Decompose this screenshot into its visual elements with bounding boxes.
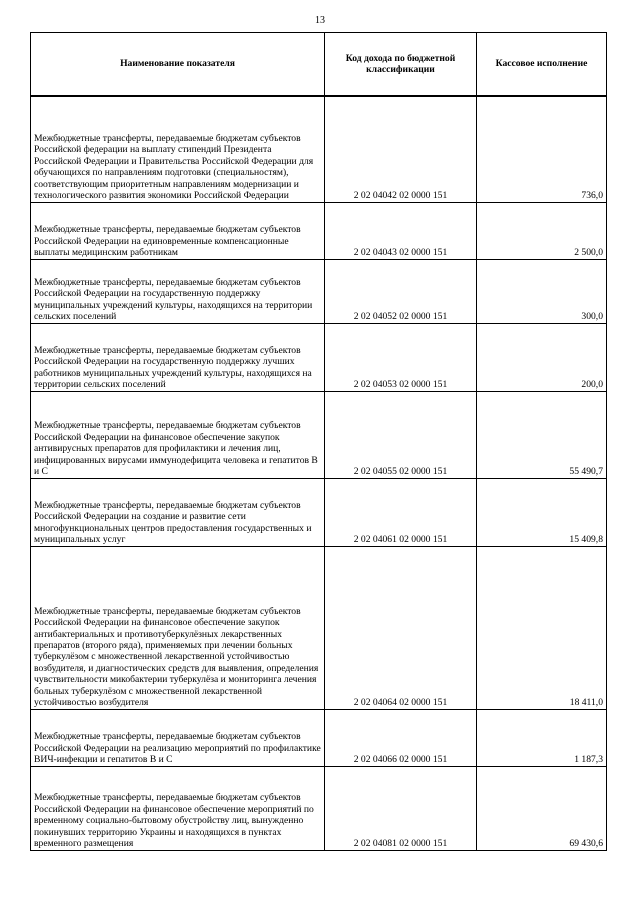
row-indicator-name: Межбюджетные трансферты, передаваемые бюджетам субъектов Российской федерации на выплату стипендий Президента Российской Федерации и Правительства Российской Федерации для обучающихся по направлениям подготовки (специальностям), соответствующим приоритетным направлениям модернизации и технологического развития экономики Российской Федерации xyxy=(31,96,325,202)
row-revenue-code: 2 02 04061 02 0000 151 xyxy=(325,478,477,546)
row-indicator-name: Межбюджетные трансферты, передаваемые бюджетам субъектов Российской Федерации на финансовое обеспечение закупок антибактериальных и противотуберкулёзных лекарственных препаратов (второго ряда), применяемых при лечении больных туберкулёзом с множественной лекарственной устойчивостью возбудителя, и диагностических средств для выявления, определения чувствительности микобактерии туберкулёза и мониторинга лечения больных туберкулёзом с множественной лекарственной устойчивостью возбудителя xyxy=(31,546,325,709)
row-revenue-code: 2 02 04055 02 0000 151 xyxy=(325,391,477,478)
table-row xyxy=(31,766,607,850)
header-cash-execution: Кассовое исполнение xyxy=(477,33,607,97)
table-row xyxy=(31,259,607,323)
table-header-row xyxy=(31,33,607,97)
row-revenue-code: 2 02 04042 02 0000 151 xyxy=(325,96,477,202)
row-revenue-code: 2 02 04043 02 0000 151 xyxy=(325,202,477,259)
row-cash-execution: 2 500,0 xyxy=(477,202,607,259)
row-indicator-name: Межбюджетные трансферты, передаваемые бюджетам субъектов Российской Федерации на государственную поддержку муниципальных учреждений культуры, находящихся на территории сельских поселений xyxy=(31,259,325,323)
page-number: 13 xyxy=(315,15,325,26)
row-cash-execution: 1 187,3 xyxy=(477,709,607,766)
row-cash-execution: 69 430,6 xyxy=(477,766,607,850)
budget-revenue-table xyxy=(30,32,607,851)
row-indicator-name: Межбюджетные трансферты, передаваемые бюджетам субъектов Российской Федерации на государственную поддержку лучших работников муниципальных учреждений культуры, находящихся на территории сельских поселений xyxy=(31,323,325,391)
row-indicator-name: Межбюджетные трансферты, передаваемые бюджетам субъектов Российской Федерации на единовременные компенсационные выплаты медицинским работникам xyxy=(31,202,325,259)
row-cash-execution: 736,0 xyxy=(477,96,607,202)
row-indicator-name: Межбюджетные трансферты, передаваемые бюджетам субъектов Российской Федерации на создание и развитие сети многофункциональных центров предоставления государственных и муниципальных услуг xyxy=(31,478,325,546)
row-revenue-code: 2 02 04081 02 0000 151 xyxy=(325,766,477,850)
row-revenue-code: 2 02 04066 02 0000 151 xyxy=(325,709,477,766)
table-row xyxy=(31,391,607,478)
table-row xyxy=(31,202,607,259)
row-indicator-name: Межбюджетные трансферты, передаваемые бюджетам субъектов Российской Федерации на финансовое обеспечение закупок антивирусных препаратов для профилактики и лечения лиц, инфицированных вирусами иммунодефицита человека и гепатитов В и С xyxy=(31,391,325,478)
row-indicator-name: Межбюджетные трансферты, передаваемые бюджетам субъектов Российской Федерации на реализацию мероприятий по профилактике ВИЧ-инфекции и гепатитов В и С xyxy=(31,709,325,766)
row-revenue-code: 2 02 04053 02 0000 151 xyxy=(325,323,477,391)
row-indicator-name: Межбюджетные трансферты, передаваемые бюджетам субъектов Российской Федерации на финансовое обеспечение мероприятий по временному социально-бытовому обустройству лиц, вынужденно покинувших территорию Украины и находящихся в пунктах временного размещения xyxy=(31,766,325,850)
header-revenue-code: Код дохода по бюджетной классификации xyxy=(325,33,477,97)
row-cash-execution: 300,0 xyxy=(477,259,607,323)
table-row xyxy=(31,478,607,546)
table-row xyxy=(31,709,607,766)
header-indicator-name: Наименование показателя xyxy=(31,33,325,97)
row-revenue-code: 2 02 04052 02 0000 151 xyxy=(325,259,477,323)
row-cash-execution: 15 409,8 xyxy=(477,478,607,546)
row-cash-execution: 55 490,7 xyxy=(477,391,607,478)
row-revenue-code: 2 02 04064 02 0000 151 xyxy=(325,546,477,709)
table-row xyxy=(31,546,607,709)
table-row xyxy=(31,96,607,202)
table-row xyxy=(31,323,607,391)
row-cash-execution: 200,0 xyxy=(477,323,607,391)
row-cash-execution: 18 411,0 xyxy=(477,546,607,709)
